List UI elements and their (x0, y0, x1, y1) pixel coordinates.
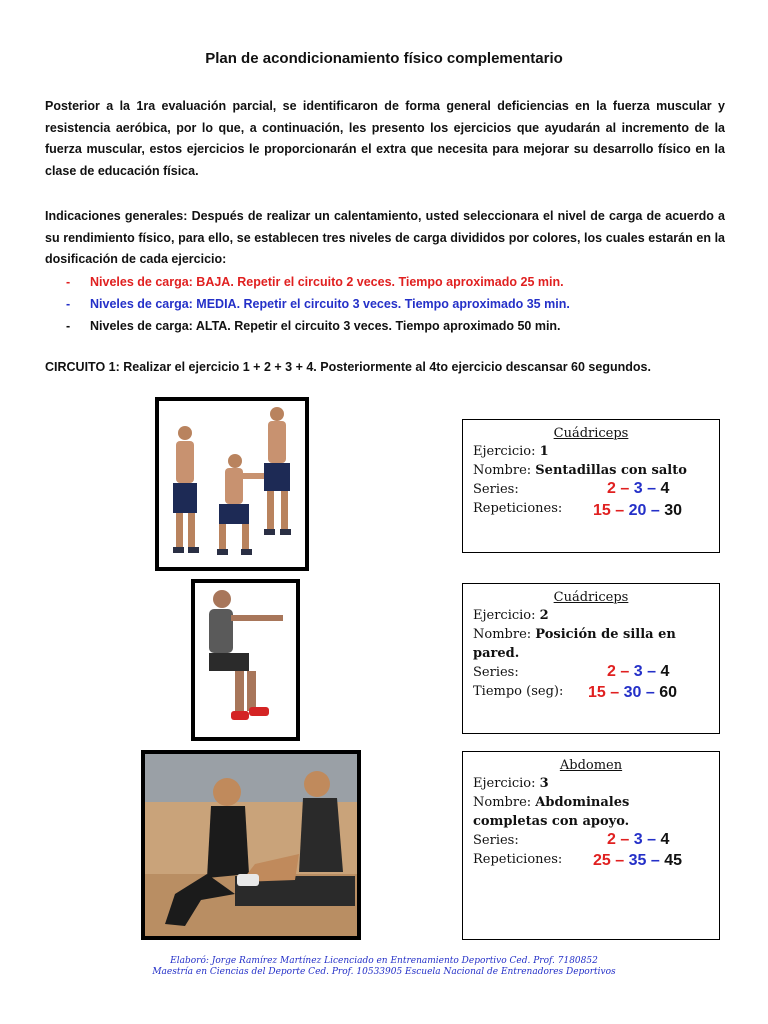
exercise-name: Abdominales (535, 795, 630, 810)
metric-values: 25 – 35 – 45 (593, 852, 683, 869)
name-label: Nombre: (473, 627, 532, 642)
exercise-label: Ejercicio: (473, 776, 536, 791)
name-label: Nombre: (473, 795, 532, 810)
jump-squat-photo (155, 397, 309, 571)
situp-illustration (145, 754, 357, 936)
exercise-card-3 (462, 751, 720, 940)
footer-line-2: Maestría en Ciencias del Deporte Ced. Prof. 10533905 Escuela Nacional de Entrenadores Deportivos (152, 967, 616, 977)
circuit-instructions: CIRCUITO 1: Realizar el ejercicio 1 + 2 + 3 + 4. Posteriormente al 4to ejercicio descansar 60 segundos. (45, 360, 651, 374)
exercise-label: Ejercicio: (473, 444, 536, 459)
exercise-card-1 (462, 419, 720, 553)
series-label: Series: (473, 833, 519, 848)
card-muscle: Cuádriceps (553, 426, 629, 441)
series-values: 2 – 3 – 4 (607, 663, 670, 680)
intro-paragraph: Posterior a la 1ra evaluación parcial, se identificaron de forma general deficiencias en la fuerza muscular y resistencia aeróbica, por lo que, a continuación, les presento los ejercicios que ayudarán al incremento de la fuerza muscular, estos ejercicios le proporcionarán el extra que necesita para mejorar su desarrollo físico en la clase de educación física. (45, 99, 725, 178)
metric-label: Tiempo (seg): (473, 684, 564, 699)
level-medium: - Niveles de carga: MEDIA. Repetir el circuito 3 veces. Tiempo aproximado 35 min. (66, 297, 570, 311)
exercise-name-cont: pared. (473, 646, 520, 661)
exercise-number: 2 (539, 608, 549, 623)
series-values: 2 – 3 – 4 (607, 831, 670, 848)
exercise-name: Posición de silla en (535, 627, 676, 642)
exercise-name: Sentadillas con salto (535, 463, 687, 478)
name-label: Nombre: (473, 463, 532, 478)
exercise-card-2 (462, 583, 720, 734)
level-high: - Niveles de carga: ALTA. Repetir el circuito 3 veces. Tiempo aproximado 50 min. (66, 319, 561, 333)
exercise-number: 1 (539, 444, 549, 459)
series-values: 2 – 3 – 4 (607, 480, 670, 497)
series-label: Series: (473, 482, 519, 497)
metric-label: Repeticiones: (473, 852, 563, 867)
level-low: - Niveles de carga: BAJA. Repetir el circuito 2 veces. Tiempo aproximado 25 min. (66, 275, 564, 289)
card-muscle: Abdomen (559, 758, 623, 773)
footer-credits (0, 956, 768, 978)
situp-photo (141, 750, 361, 940)
metric-values: 15 – 20 – 30 (593, 502, 683, 519)
footer-line-1: Elaboró: Jorge Ramírez Martínez Licenciado en Entrenamiento Deportivo Ced. Prof. 7180852 (170, 956, 598, 966)
exercise-label: Ejercicio: (473, 608, 536, 623)
exercise-number: 3 (539, 776, 549, 791)
exercise-name-cont: completas con apoyo. (473, 814, 630, 829)
metric-label: Repeticiones: (473, 501, 563, 516)
card-muscle: Cuádriceps (553, 590, 629, 605)
series-label: Series: (473, 665, 519, 680)
metric-values: 15 – 30 – 60 (588, 684, 678, 701)
indications-paragraph: Indicaciones generales: Después de realizar un calentamiento, usted seleccionara el nivel de carga de acuerdo a su rendimiento físico, para ello, se establecen tres niveles de carga divididos por colores, los cuales estarán en la dosificación de cada ejercicio: (45, 209, 725, 266)
wall-sit-illustration (195, 583, 296, 737)
page-title: Plan de acondicionamiento físico complementario (205, 50, 563, 67)
jump-squat-illustration (159, 401, 305, 567)
wall-sit-photo (191, 579, 300, 741)
load-levels-list (66, 271, 570, 337)
